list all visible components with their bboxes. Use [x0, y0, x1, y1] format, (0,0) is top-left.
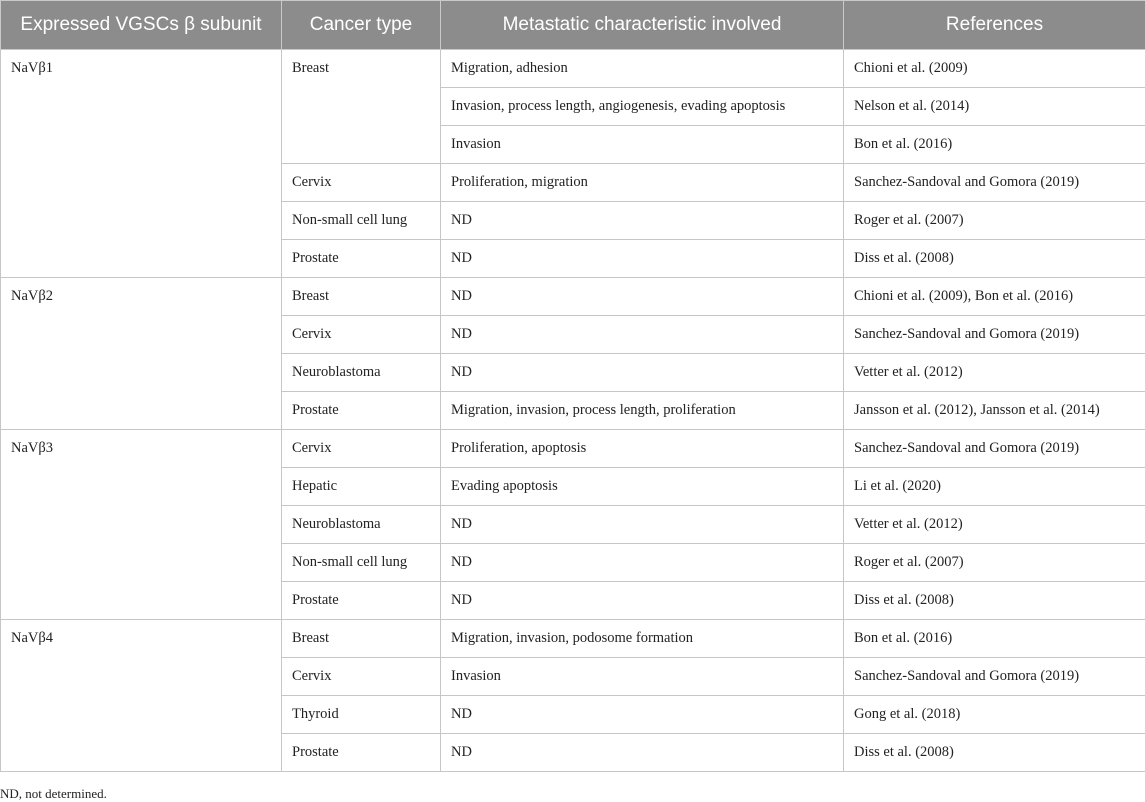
table-header [1, 1, 1145, 50]
characteristic-cell: ND [441, 202, 844, 240]
reference-cell: Nelson et al. (2014) [844, 88, 1145, 126]
header-references: References [844, 1, 1145, 50]
reference-cell: Vetter et al. (2012) [844, 506, 1145, 544]
cancer-type-cell: Hepatic [282, 468, 441, 506]
characteristic-cell: ND [441, 544, 844, 582]
reference-cell: Diss et al. (2008) [844, 582, 1145, 620]
reference-cell: Jansson et al. (2012), Jansson et al. (2014) [844, 392, 1145, 430]
header-subunit: Expressed VGSCs β subunit [1, 1, 282, 50]
subunit-cell: NaVβ4 [1, 620, 282, 772]
characteristic-cell: ND [441, 354, 844, 392]
reference-cell: Bon et al. (2016) [844, 620, 1145, 658]
subunit-cell: NaVβ1 [1, 50, 282, 278]
reference-cell: Sanchez-Sandoval and Gomora (2019) [844, 316, 1145, 354]
cancer-type-cell: Cervix [282, 316, 441, 354]
characteristic-cell: ND [441, 240, 844, 278]
characteristic-cell: Proliferation, apoptosis [441, 430, 844, 468]
table-row [1, 620, 1145, 658]
cancer-type-cell: Prostate [282, 734, 441, 772]
cancer-type-cell: Breast [282, 620, 441, 658]
reference-cell: Sanchez-Sandoval and Gomora (2019) [844, 430, 1145, 468]
reference-cell: Bon et al. (2016) [844, 126, 1145, 164]
cancer-type-cell: Thyroid [282, 696, 441, 734]
characteristic-cell: Evading apoptosis [441, 468, 844, 506]
header-row [1, 1, 1145, 50]
cancer-type-cell: Prostate [282, 582, 441, 620]
reference-cell: Sanchez-Sandoval and Gomora (2019) [844, 658, 1145, 696]
cancer-type-cell: Non-small cell lung [282, 202, 441, 240]
reference-cell: Gong et al. (2018) [844, 696, 1145, 734]
table-row [1, 50, 1145, 88]
characteristic-cell: Invasion [441, 126, 844, 164]
characteristic-cell: ND [441, 316, 844, 354]
cancer-type-cell: Prostate [282, 240, 441, 278]
reference-cell: Li et al. (2020) [844, 468, 1145, 506]
characteristic-cell: Invasion, process length, angiogenesis, evading apoptosis [441, 88, 844, 126]
characteristic-cell: ND [441, 696, 844, 734]
table-body [1, 50, 1145, 772]
table-footnote: ND, not determined. [0, 786, 107, 801]
header-cancer-type: Cancer type [282, 1, 441, 50]
cancer-type-cell: Neuroblastoma [282, 354, 441, 392]
table-row [1, 278, 1145, 316]
reference-cell: Roger et al. (2007) [844, 202, 1145, 240]
reference-cell: Chioni et al. (2009), Bon et al. (2016) [844, 278, 1145, 316]
cancer-type-cell: Breast [282, 278, 441, 316]
characteristic-cell: Migration, adhesion [441, 50, 844, 88]
table-row [1, 430, 1145, 468]
reference-cell: Diss et al. (2008) [844, 734, 1145, 772]
characteristic-cell: ND [441, 734, 844, 772]
characteristic-cell: ND [441, 582, 844, 620]
header-metastatic-characteristic: Metastatic characteristic involved [441, 1, 844, 50]
cancer-type-cell: Breast [282, 50, 441, 164]
cancer-type-cell: Neuroblastoma [282, 506, 441, 544]
characteristic-cell: Invasion [441, 658, 844, 696]
characteristic-cell: ND [441, 278, 844, 316]
cancer-type-cell: Cervix [282, 164, 441, 202]
cancer-type-cell: Non-small cell lung [282, 544, 441, 582]
cancer-type-cell: Cervix [282, 430, 441, 468]
reference-cell: Diss et al. (2008) [844, 240, 1145, 278]
subunit-cell: NaVβ2 [1, 278, 282, 430]
characteristic-cell: ND [441, 506, 844, 544]
characteristic-cell: Migration, invasion, process length, proliferation [441, 392, 844, 430]
reference-cell: Vetter et al. (2012) [844, 354, 1145, 392]
characteristic-cell: Proliferation, migration [441, 164, 844, 202]
reference-cell: Chioni et al. (2009) [844, 50, 1145, 88]
reference-cell: Roger et al. (2007) [844, 544, 1145, 582]
cancer-type-cell: Cervix [282, 658, 441, 696]
characteristic-cell: Migration, invasion, podosome formation [441, 620, 844, 658]
reference-cell: Sanchez-Sandoval and Gomora (2019) [844, 164, 1145, 202]
subunit-cell: NaVβ3 [1, 430, 282, 620]
cancer-type-cell: Prostate [282, 392, 441, 430]
